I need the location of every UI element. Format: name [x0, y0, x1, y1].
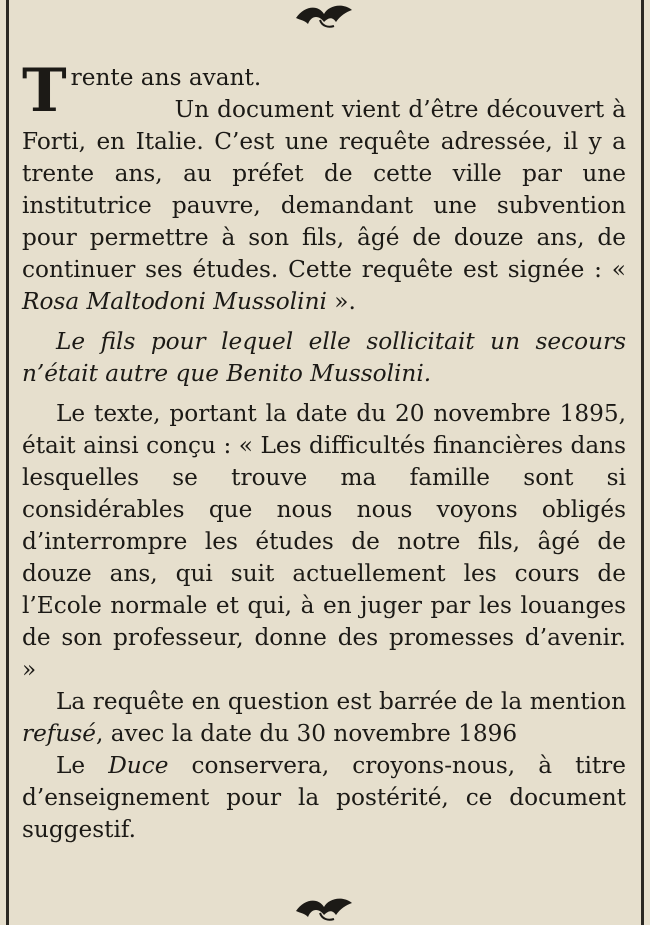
left-column-rule — [6, 0, 9, 925]
article-column — [22, 56, 626, 846]
paragraph-4: La requête en question est barrée de la mention refusé, avec la date du 30 novembre 1896 — [22, 688, 626, 747]
fleuron-icon — [290, 893, 360, 923]
signature-name: Rosa Maltodoni Mussolini — [22, 288, 327, 315]
paragraph-2: Le fils pour lequel elle sollicitait un secours n’était autre que Benito Mussolini. — [22, 328, 626, 387]
drop-cap: T — [22, 56, 67, 126]
fleuron-icon — [290, 0, 360, 30]
paragraph-5: Le Duce conservera, croyons-nous, à titre d’enseignement pour la postérité, ce document suggestif. — [22, 752, 626, 843]
article-heading — [22, 56, 626, 126]
headline-text: rente ans avant. — [70, 64, 262, 91]
refused-mention: refusé — [22, 720, 96, 747]
paragraph-1: Un document vient d’être découvert à Forti, en Italie. C’est une requête adressée, il y a trente ans, au préfet de cette ville par une institutrice pauvre, demandant une subvention pour permettre à son fils, âgé de douze ans, de continuer ses études. Cette requête est signée : « Rosa Maltodoni Mussolini ». — [22, 96, 626, 315]
paragraph-3: Le texte, portant la date du 20 novembre 1895, était ainsi conçu : « Les difficultés financières dans lesquelles se trouve ma famille sont si considérables que nous nous voyons obligés d’interrompre les études de notre fils, âgé de douze ans, qui suit actuellement les cours de l’Ecole normale et qui, à en juger par les louanges de son professeur, donne des promesses d’avenir. » — [22, 400, 626, 683]
right-column-rule — [641, 0, 644, 925]
duce-word: Duce — [108, 752, 169, 779]
